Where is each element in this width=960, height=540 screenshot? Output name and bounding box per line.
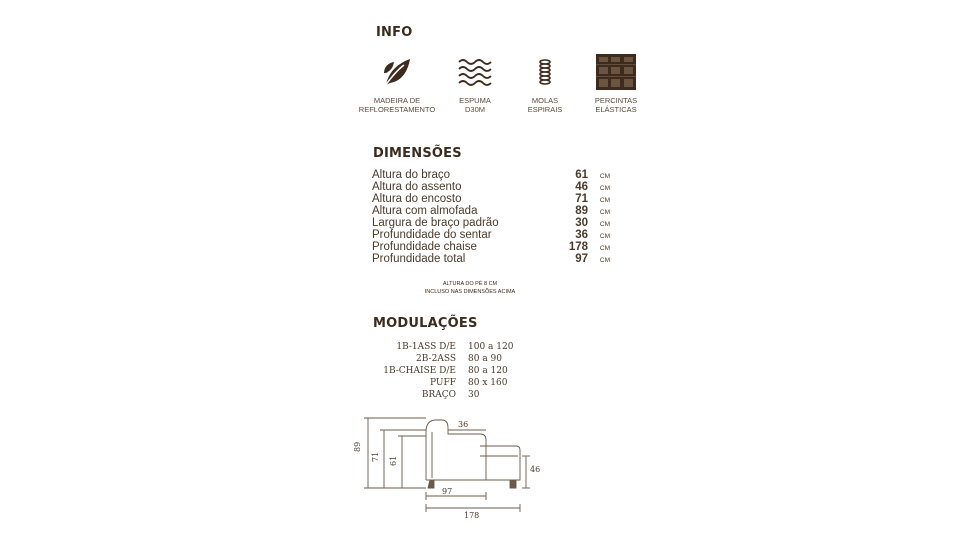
dimension-value: 89 xyxy=(575,205,588,217)
dimension-unit: CM xyxy=(599,185,610,192)
dimension-value: 61 xyxy=(575,169,588,181)
modulation-row xyxy=(383,365,600,377)
dimension-value: 97 xyxy=(575,253,588,265)
modulation-row xyxy=(396,341,600,353)
dimension-value: 30 xyxy=(575,217,588,229)
dimension-value: 71 xyxy=(575,193,588,205)
dim-label-61: 61 xyxy=(389,455,398,466)
dimension-unit: CM xyxy=(599,245,610,252)
dimension-label: Altura do assento xyxy=(372,181,462,193)
dimension-row xyxy=(372,241,612,253)
modulation-model: BRAÇO xyxy=(421,390,456,400)
note-line: INCLUSO NAS DIMENSÕES ACIMA xyxy=(424,289,516,295)
dimension-unit: CM xyxy=(599,173,610,180)
dimension-row xyxy=(372,217,612,229)
foam-waves-icon xyxy=(457,57,493,87)
sofa-backrest-outline xyxy=(426,420,486,480)
dimension-label: Altura do encosto xyxy=(372,193,462,205)
note-line: ALTURA DO PÉ 8 CM xyxy=(442,281,498,287)
modulation-row xyxy=(400,389,600,401)
feature-label: PERCINTAS ELÁSTICAS xyxy=(594,96,638,114)
dimension-label: Profundidade total xyxy=(372,253,466,265)
dimension-unit: CM xyxy=(599,257,610,264)
modulation-model: 2B-2ASS xyxy=(416,354,456,364)
dimension-unit: CM xyxy=(599,221,610,228)
dimension-row xyxy=(372,181,612,193)
dimension-label: Largura de braço padrão xyxy=(372,217,499,229)
dimension-value: 36 xyxy=(575,229,588,241)
dimension-label: Profundidade chaise xyxy=(372,241,477,253)
dim-label-46: 46 xyxy=(530,465,541,474)
feature-webbing xyxy=(571,52,661,114)
dim-label-36: 36 xyxy=(458,420,469,429)
dim-label-89: 89 xyxy=(353,441,362,452)
modulation-model: 1B-CHAISE D/E xyxy=(383,366,456,376)
dim-label-71: 71 xyxy=(371,451,380,462)
dimension-label: Altura com almofada xyxy=(372,205,478,217)
dimension-row xyxy=(372,169,612,181)
dimension-unit: CM xyxy=(599,209,610,216)
modulation-row xyxy=(400,377,600,389)
foot-height-note xyxy=(395,280,545,296)
dimension-label: Profundidade do sentar xyxy=(372,229,492,241)
modulations-heading: MODULAÇÕES xyxy=(373,316,478,331)
dimension-row xyxy=(372,229,612,241)
modulation-row xyxy=(400,353,600,365)
elastic-webbing-icon xyxy=(595,53,637,91)
sofa-dimension-drawing xyxy=(350,410,550,522)
info-heading: INFO xyxy=(376,25,413,40)
dim-label-97: 97 xyxy=(442,487,453,496)
modulation-size: 30 xyxy=(468,390,480,400)
dimension-row xyxy=(372,205,612,217)
spring-coil-icon xyxy=(535,57,555,87)
dimension-row xyxy=(372,193,612,205)
sofa-foot xyxy=(510,480,516,488)
modulation-size: 80 x 160 xyxy=(468,378,508,388)
dimension-unit: CM xyxy=(599,197,610,204)
modulation-size: 100 a 120 xyxy=(468,342,514,352)
sofa-body-outline xyxy=(426,446,486,480)
feature-label: MOLAS ESPIRAIS xyxy=(527,96,563,114)
leaf-icon xyxy=(380,55,414,89)
modulation-model: 1B-1ASS D/E xyxy=(396,342,456,352)
modulation-size: 80 a 120 xyxy=(468,366,508,376)
dimension-label: Altura do braço xyxy=(372,169,450,181)
dim-label-178: 178 xyxy=(464,511,480,520)
feature-label: ESPUMA D30M xyxy=(459,96,491,114)
modulation-model: PUFF xyxy=(430,378,456,388)
sofa-foot xyxy=(428,480,434,488)
modulation-size: 80 a 90 xyxy=(468,354,502,364)
dimension-value: 46 xyxy=(575,181,588,193)
feature-label: MADEIRA DE REFLORESTAMENTO xyxy=(358,96,436,114)
dimension-unit: CM xyxy=(599,233,610,240)
dimensions-heading: DIMENSÕES xyxy=(373,146,462,161)
dimension-value: 178 xyxy=(568,241,588,253)
dimension-row xyxy=(372,253,612,265)
feature-wood xyxy=(352,52,442,114)
